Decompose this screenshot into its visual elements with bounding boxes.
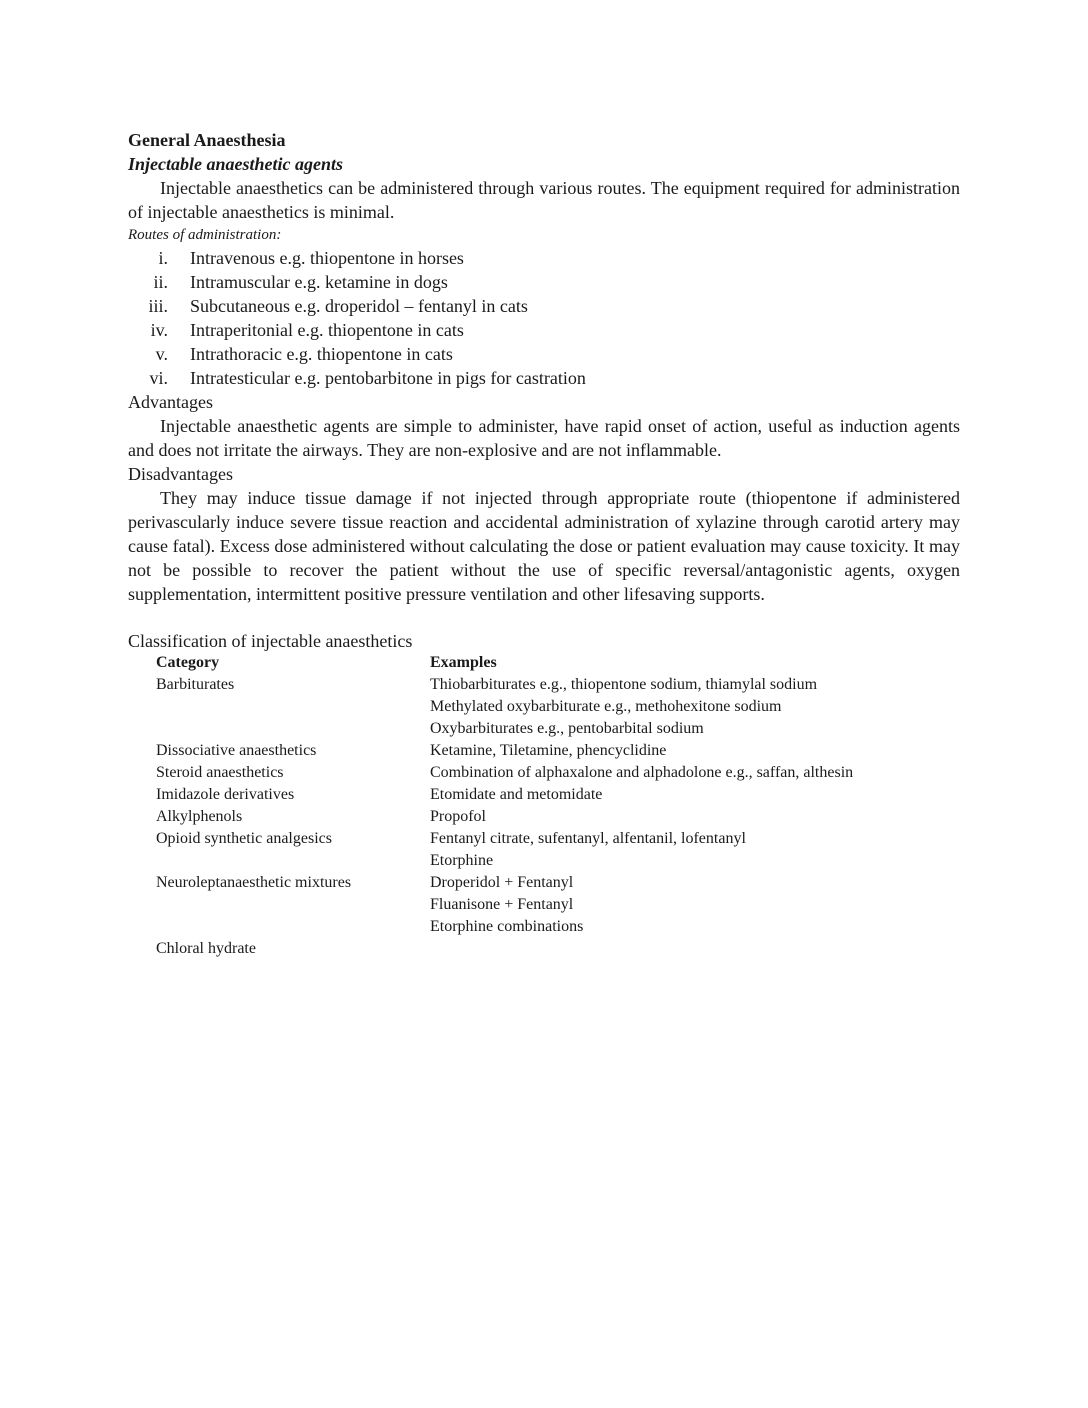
table-row <box>156 938 960 960</box>
table-row <box>156 806 960 828</box>
examples-cell <box>430 674 960 740</box>
category-cell: Dissociative anaesthetics <box>156 742 317 759</box>
route-item <box>128 366 960 390</box>
route-text: Intravenous e.g. thiopentone in horses <box>190 248 464 268</box>
document-page <box>128 128 960 960</box>
table-row <box>156 828 960 872</box>
category-cell: Barbiturates <box>156 676 235 693</box>
examples-cell <box>430 784 960 806</box>
route-number: v. <box>155 344 168 364</box>
route-number: iv. <box>150 320 168 340</box>
route-item <box>128 318 960 342</box>
routes-label: Routes of administration: <box>128 227 282 243</box>
route-text: Subcutaneous e.g. droperidol – fentanyl in cats <box>190 296 528 316</box>
category-cell: Alkylphenols <box>156 808 243 825</box>
category-cell: Steroid anaesthetics <box>156 764 284 781</box>
section-subheading: Injectable anaesthetic agents <box>128 154 343 174</box>
table-header-row <box>156 652 960 674</box>
example-line: Droperidol + Fentanyl <box>430 874 574 891</box>
example-line: Fentanyl citrate, sufentanyl, alfentanil, lofentanyl <box>430 830 746 847</box>
route-text: Intramuscular e.g. ketamine in dogs <box>190 272 448 292</box>
table-row <box>156 740 960 762</box>
route-number: ii. <box>153 272 168 292</box>
examples-cell <box>430 938 960 960</box>
disadvantages-label: Disadvantages <box>128 464 233 484</box>
route-text: Intrathoracic e.g. thiopentone in cats <box>190 344 453 364</box>
classification-table <box>156 652 960 960</box>
route-text: Intraperitonial e.g. thiopentone in cats <box>190 320 464 340</box>
table-row <box>156 674 960 740</box>
header-examples: Examples <box>430 654 497 671</box>
route-number: i. <box>158 248 168 268</box>
example-line: Propofol <box>430 808 486 825</box>
advantages-paragraph: Injectable anaesthetic agents are simple to administer, have rapid onset of action, useful as induction agents and does not irritate the airways. They are non-explosive and are not inflammable. <box>128 416 960 460</box>
example-line: Ketamine, Tiletamine, phencyclidine <box>430 742 667 759</box>
category-cell: Chloral hydrate <box>156 940 256 957</box>
document-heading: General Anaesthesia <box>128 130 286 150</box>
category-cell: Neuroleptanaesthetic mixtures <box>156 874 352 891</box>
route-number: iii. <box>148 296 168 316</box>
example-line: Fluanisone + Fentanyl <box>430 896 574 913</box>
routes-list <box>128 246 960 390</box>
classification-title: Classification of injectable anaesthetics <box>128 631 413 651</box>
route-number: vi. <box>149 368 168 388</box>
examples-cell <box>430 872 960 938</box>
header-category: Category <box>156 654 220 671</box>
route-item <box>128 270 960 294</box>
example-line: Combination of alphaxalone and alphadolone e.g., saffan, althesin <box>430 764 854 781</box>
examples-cell <box>430 762 960 784</box>
table-row <box>156 762 960 784</box>
intro-paragraph: Injectable anaesthetics can be administered through various routes. The equipment required for administration of injectable anaesthetics is minimal. <box>128 178 960 222</box>
category-cell: Imidazole derivatives <box>156 786 295 803</box>
example-line: Etorphine <box>430 852 494 869</box>
table-row <box>156 872 960 938</box>
category-cell: Opioid synthetic analgesics <box>156 830 332 847</box>
table-row <box>156 784 960 806</box>
disadvantages-paragraph: They may induce tissue damage if not injected through appropriate route (thiopentone if administered perivascularly induce severe tissue reaction and accidental administration of xylazine through carotid artery may cause fatal). Excess dose administered without calculating the dose or patient evaluation may cause toxicity. It may not be possible to recover the patient without the use of specific reversal/antagonistic agents, oxygen supplementation, intermittent positive pressure ventilation and other lifesaving supports. <box>128 488 960 604</box>
example-line: Thiobarbiturates e.g., thiopentone sodium, thiamylal sodium <box>430 676 818 693</box>
examples-cell <box>430 740 960 762</box>
example-line: Etorphine combinations <box>430 918 584 935</box>
advantages-label: Advantages <box>128 392 213 412</box>
examples-cell <box>430 828 960 872</box>
route-item <box>128 342 960 366</box>
route-text: Intratesticular e.g. pentobarbitone in pigs for castration <box>190 368 586 388</box>
example-line: Methylated oxybarbiturate e.g., methohexitone sodium <box>430 698 782 715</box>
section-gap <box>128 606 960 630</box>
route-item <box>128 246 960 270</box>
route-item <box>128 294 960 318</box>
examples-cell <box>430 806 960 828</box>
example-line: Oxybarbiturates e.g., pentobarbital sodium <box>430 720 704 737</box>
example-line: Etomidate and metomidate <box>430 786 603 803</box>
